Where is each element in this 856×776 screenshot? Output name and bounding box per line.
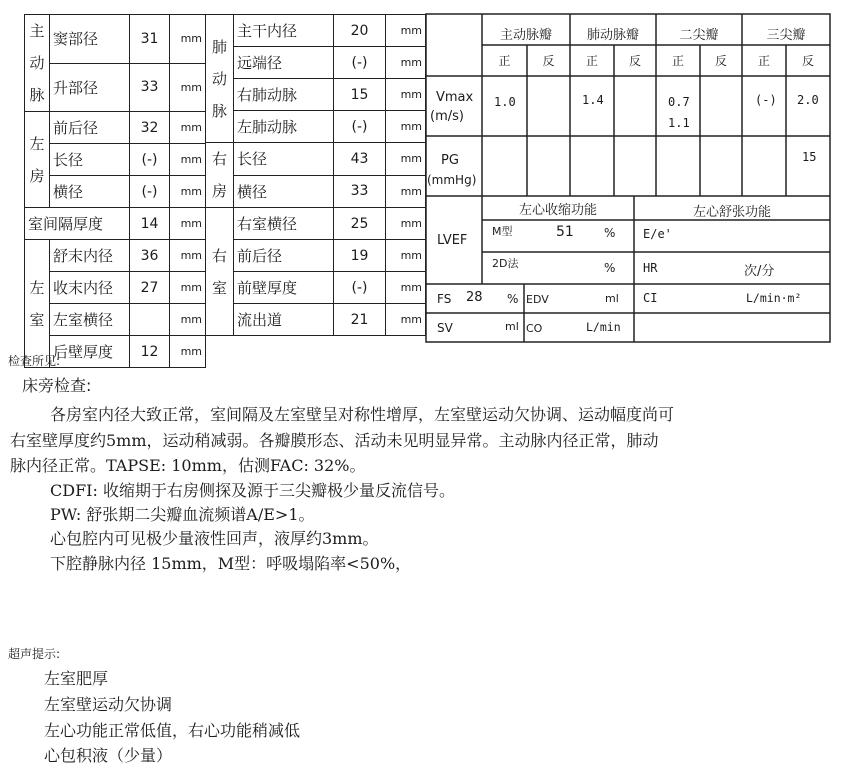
ci-label: CI xyxy=(643,291,658,305)
lvedd-value: 36 xyxy=(130,240,170,272)
mitral-valve-header: 二尖瓣 xyxy=(679,28,719,43)
pa-main-label: 主干内径 xyxy=(234,15,334,47)
unit-mm: mm xyxy=(170,144,206,176)
la-group-label: 左房 xyxy=(25,112,50,208)
conclusion-item: 心包积液（少量） xyxy=(44,746,173,765)
findings-line: 各房室内径大致正常，室间隔及左室壁呈对称性增厚，左室壁运动欠协调、运动幅度尚可 xyxy=(50,405,675,424)
vmax-pulmonary-forward: 1.4 xyxy=(582,93,604,107)
ra-long-label: 长径 xyxy=(234,143,334,176)
lv-trans-label: 左室横径 xyxy=(50,304,130,336)
pulmonary-reverse-header: 反 xyxy=(628,54,641,68)
findings-line: 心包腔内可见极少量液性回声，液厚约3mm。 xyxy=(50,529,379,548)
unit-mm: mm xyxy=(170,63,206,112)
rpa-value: 15 xyxy=(334,79,386,111)
rv-trans-value: 25 xyxy=(334,208,386,240)
bedside-label: 床旁检查: xyxy=(22,376,92,395)
vmax-tricuspid-forward: (-) xyxy=(755,93,777,107)
ra-long-value: 43 xyxy=(334,143,386,176)
mmode-label: M型 xyxy=(492,225,513,238)
edv-unit: ml xyxy=(605,292,619,305)
unit-mm: mm xyxy=(386,208,426,240)
edv-label: EDV xyxy=(526,293,549,306)
rv-trans-label: 右室横径 xyxy=(234,208,334,240)
lvpw-value: 12 xyxy=(130,336,170,368)
rpa-label: 右肺动脉 xyxy=(234,79,334,111)
la-ap-label: 前后径 xyxy=(50,112,130,144)
ivs-value: 14 xyxy=(130,208,170,240)
ra-trans-value: 33 xyxy=(334,175,386,208)
systolic-function-title: 左心收缩功能 xyxy=(518,203,597,218)
lvef-mmode-value: 51 xyxy=(556,224,574,240)
lvedd-label: 舒末内径 xyxy=(50,240,130,272)
aortic-valve-header: 主动脉瓣 xyxy=(499,28,552,43)
rvot-value: 21 xyxy=(334,304,386,336)
unit-mm: mm xyxy=(170,208,206,240)
aortic-forward-header: 正 xyxy=(498,54,511,68)
unit-mm: mm xyxy=(386,15,426,47)
unit-mm: mm xyxy=(386,304,426,336)
lvef-2d-percent: % xyxy=(604,261,616,275)
vmax-tricuspid-reverse: 2.0 xyxy=(797,93,819,107)
findings-line: CDFI: 收缩期于右房侧探及源于三尖瓣极少量反流信号。 xyxy=(50,481,455,500)
unit-mm: mm xyxy=(170,176,206,208)
conclusion-heading: 超声提示: xyxy=(8,647,61,661)
la-trans-label: 横径 xyxy=(50,176,130,208)
pulmonary-valve-header: 肺动脉瓣 xyxy=(586,28,639,43)
rv-ap-label: 前后径 xyxy=(234,240,334,272)
sinus-value: 31 xyxy=(130,15,170,64)
lv-group-label: 左室 xyxy=(25,240,50,368)
lpa-label: 左肺动脉 xyxy=(234,111,334,143)
mitral-forward-header: 正 xyxy=(671,54,684,68)
pa-distal-value: (-) xyxy=(334,47,386,79)
aorta-group-label: 主动脉 xyxy=(25,15,50,112)
unit-mm: mm xyxy=(386,240,426,272)
rv-group-label: 右室 xyxy=(206,208,234,336)
rv-wall-label: 前壁厚度 xyxy=(234,272,334,304)
findings-line: 右室壁厚度约5mm，运动稍减弱。各瓣膜形态、活动未见明显异常。主动脉内径正常，肺动 xyxy=(10,431,659,450)
conclusion-item: 左室壁运动欠协调 xyxy=(44,695,173,714)
pg-label: PG xyxy=(441,153,459,168)
ra-group-label: 右房 xyxy=(206,143,234,208)
tricuspid-forward-header: 正 xyxy=(757,54,770,68)
sv-unit: ml xyxy=(505,320,519,333)
co-label: CO xyxy=(526,322,543,335)
rv-ap-value: 19 xyxy=(334,240,386,272)
ascending-value: 33 xyxy=(130,63,170,112)
ci-unit: L/min·m² xyxy=(746,291,802,305)
lvef-label: LVEF xyxy=(437,233,468,248)
vmax-mitral-forward-1: 0.7 xyxy=(668,95,690,109)
la-ap-value: 32 xyxy=(130,112,170,144)
conclusion-item: 左心功能正常低值，右心功能稍减低 xyxy=(44,721,301,740)
ascending-label: 升部径 xyxy=(50,63,130,112)
fs-percent: % xyxy=(507,292,519,306)
rv-wall-value: (-) xyxy=(334,272,386,304)
fs-label: FS xyxy=(437,292,452,306)
hr-label: HR xyxy=(643,261,658,275)
unit-mm: mm xyxy=(170,336,206,368)
unit-mm: mm xyxy=(386,175,426,208)
sinus-label: 窦部径 xyxy=(50,15,130,64)
lvef-mmode-percent: % xyxy=(604,226,616,240)
unit-mm: mm xyxy=(386,79,426,111)
la-long-label: 长径 xyxy=(50,144,130,176)
findings-heading: 检查所见: xyxy=(8,354,61,368)
twod-label: 2D法 xyxy=(492,257,519,270)
rvot-label: 流出道 xyxy=(234,304,334,336)
la-long-value: (-) xyxy=(130,144,170,176)
vmax-label: Vmax xyxy=(436,90,474,105)
mitral-reverse-header: 反 xyxy=(714,54,727,68)
fs-value: 28 xyxy=(466,290,483,305)
co-unit: L/min xyxy=(586,320,621,334)
la-trans-value: (-) xyxy=(130,176,170,208)
vmax-unit: (m/s) xyxy=(430,109,464,124)
sv-label: SV xyxy=(437,321,453,335)
findings-line: PW: 舒张期二尖瓣血流频谱A/E>1。 xyxy=(50,505,315,524)
pa-distal-label: 远端径 xyxy=(234,47,334,79)
unit-mm: mm xyxy=(170,304,206,336)
conclusion-item: 左室肥厚 xyxy=(44,669,109,688)
pa-main-value: 20 xyxy=(334,15,386,47)
lvesd-value: 27 xyxy=(130,272,170,304)
pg-tricuspid-reverse: 15 xyxy=(802,150,817,164)
lpa-value: (-) xyxy=(334,111,386,143)
aortic-reverse-header: 反 xyxy=(542,54,555,68)
vmax-mitral-forward-2: 1.1 xyxy=(668,116,690,130)
tricuspid-valve-header: 三尖瓣 xyxy=(766,28,806,43)
ra-trans-label: 横径 xyxy=(234,175,334,208)
unit-mm: mm xyxy=(386,47,426,79)
hr-unit: 次/分 xyxy=(744,264,775,279)
findings-line: 脉内径正常。TAPSE: 10mm，估测FAC: 32%。 xyxy=(10,456,366,475)
ivs-label: 室间隔厚度 xyxy=(25,208,130,240)
ee-label: E/e' xyxy=(643,227,672,241)
lvpw-label: 后壁厚度 xyxy=(50,336,130,368)
unit-mm: mm xyxy=(170,112,206,144)
unit-mm: mm xyxy=(386,143,426,176)
unit-mm: mm xyxy=(386,111,426,143)
findings-line: 下腔静脉内径 15mm，M型：呼吸塌陷率<50%， xyxy=(50,554,412,573)
tricuspid-reverse-header: 反 xyxy=(801,54,814,68)
diastolic-function-title: 左心舒张功能 xyxy=(692,205,771,220)
pulmonary-forward-header: 正 xyxy=(585,54,598,68)
vmax-aortic-forward: 1.0 xyxy=(494,95,516,109)
unit-mm: mm xyxy=(170,240,206,272)
lvesd-label: 收末内径 xyxy=(50,272,130,304)
pg-unit: (mmHg) xyxy=(427,173,477,187)
unit-mm: mm xyxy=(170,15,206,64)
pa-group-label: 肺动脉 xyxy=(206,15,234,143)
unit-mm: mm xyxy=(170,272,206,304)
unit-mm: mm xyxy=(386,272,426,304)
